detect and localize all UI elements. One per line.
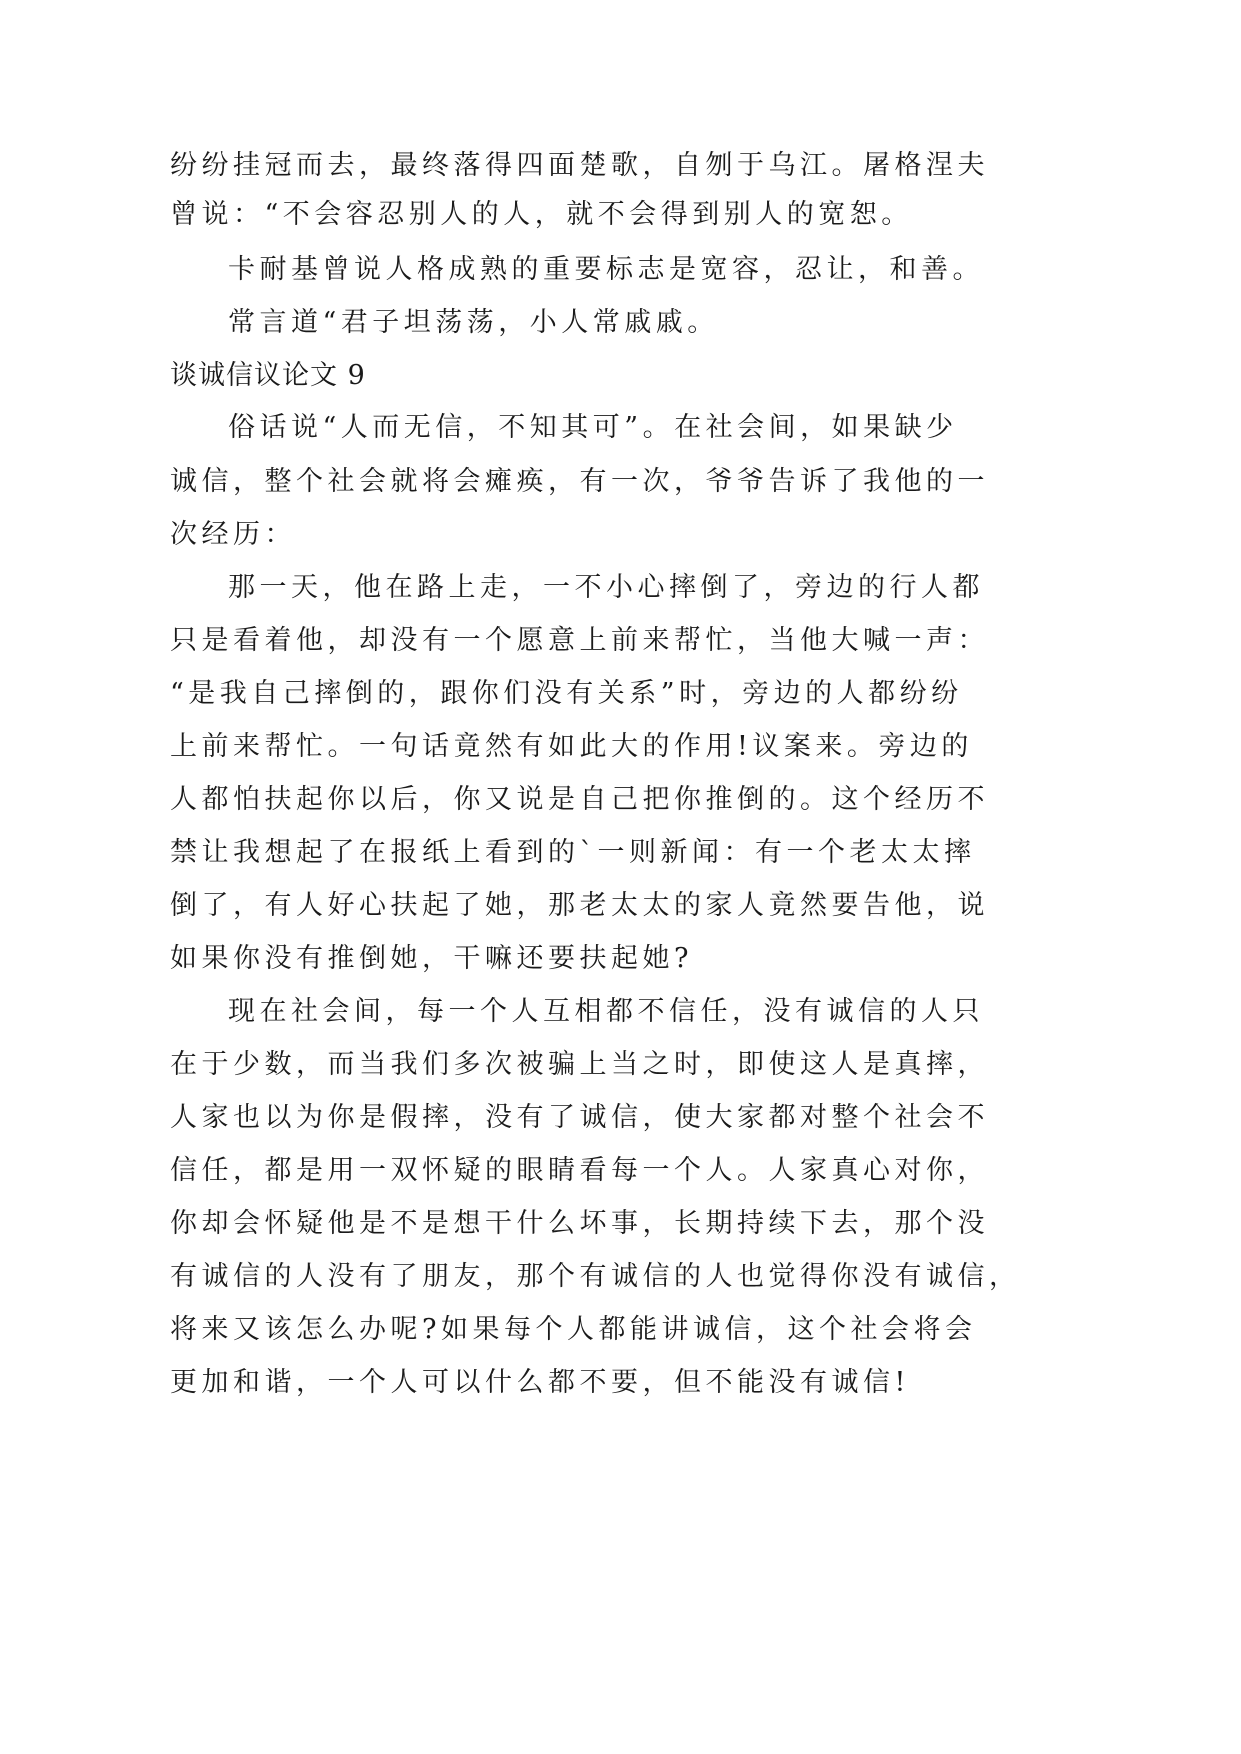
section-heading: 谈诚信议论文 9 — [170, 360, 366, 391]
text-line: 人都怕扶起你以后，你又说是自己把你推倒的。这个经历不 — [170, 784, 989, 815]
text-line: 倒了，有人好心扶起了她，那老太太的家人竟然要告他，说 — [170, 890, 989, 921]
text-line: 诚信，整个社会就将会瘫痪，有一次，爷爷告诉了我他的一 — [170, 466, 989, 497]
text-line: 在于少数，而当我们多次被骗上当之时，即使这人是真摔， — [170, 1049, 989, 1080]
text-line: 次经历： — [170, 519, 296, 550]
text-line: 将来又该怎么办呢?如果每个人都能讲诚信，这个社会将会 — [170, 1314, 977, 1345]
text-line: 信任，都是用一双怀疑的眼睛看每一个人。人家真心对你， — [170, 1155, 989, 1186]
text-line: 如果你没有推倒她，干嘛还要扶起她? — [170, 943, 693, 974]
text-line: 曾说：“不会容忍别人的人，就不会得到别人的宽恕。 — [170, 199, 913, 230]
text-line: “是我自己摔倒的，跟你们没有关系”时，旁边的人都纷纷 — [170, 678, 963, 709]
text-line: 只是看着他，却没有一个愿意上前来帮忙，当他大喊一声： — [170, 625, 989, 656]
text-line: 你却会怀疑他是不是想干什么坏事，长期持续下去，那个没 — [170, 1208, 989, 1239]
text-line: 纷纷挂冠而去，最终落得四面楚歌，自刎于乌江。屠格涅夫 — [170, 150, 989, 181]
text-line: 现在社会间，每一个人互相都不信任，没有诚信的人只 — [228, 996, 984, 1027]
text-line: 更加和谐，一个人可以什么都不要，但不能没有诚信! — [170, 1367, 910, 1398]
text-line: 上前来帮忙。一句话竟然有如此大的作用!议案来。旁边的 — [170, 731, 973, 762]
text-line: 禁让我想起了在报纸上看到的`一则新闻：有一个老太太摔 — [170, 837, 976, 868]
text-line: 常言道“君子坦荡荡，小人常戚戚。 — [228, 307, 719, 338]
text-line: 那一天，他在路上走，一不小心摔倒了，旁边的行人都 — [228, 572, 984, 603]
text-line: 卡耐基曾说人格成熟的重要标志是宽容，忍让，和善。 — [228, 254, 984, 285]
text-line: 有诚信的人没有了朋友，那个有诚信的人也觉得你没有诚信， — [170, 1261, 1021, 1292]
text-line: 人家也以为你是假摔，没有了诚信，使大家都对整个社会不 — [170, 1102, 989, 1133]
text-line: 俗话说“人而无信，不知其可”。在社会间，如果缺少 — [228, 412, 958, 443]
